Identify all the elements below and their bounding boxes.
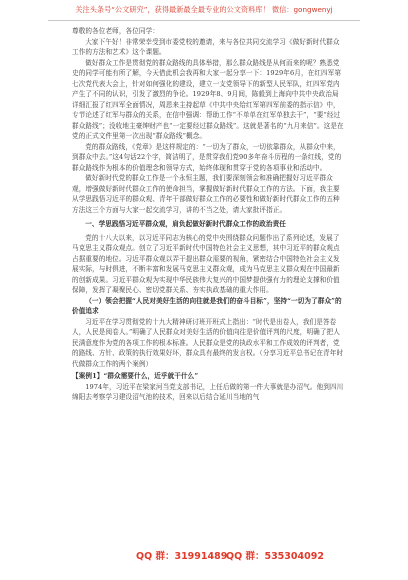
paragraph-1: 大家下午好！非常荣幸受到市委党校的邀请，来与各位共同交流学习《做好新时代群众工作的方法和艺术》这个课题。 (72, 37, 340, 56)
document-body (72, 26, 344, 403)
case-title: 【案例1】“群众需要什么，近乎就干什么” (72, 372, 199, 380)
header-divider (48, 20, 360, 21)
subsection-heading-1: （一）领会把握“人民对美好生活的向往就是我们的奋斗目标”，坚持“一切为了群众”的价值追求 (72, 296, 342, 315)
qq-group-1: QQ 群：31991489 (136, 551, 228, 562)
paragraph-3: 党的群众路线，《党章》是这样规定的：“一切为了群众，一切依靠群众，从群众中来，到群众中去。”这4句话22个字，简洁明了，是贯穿我们党90多年奋斗历程的一条红线，党的群众路线作为根本的价值理念和领导方式，始终体现和贯穿于党的各项事业和活动中。 (72, 142, 342, 172)
section-heading-1: 一、学思践悟习近平群众观，肩负起做好新时代群众工作的政治责任 (85, 220, 286, 228)
qq-group-2: QQ 群：535304092 (226, 551, 324, 562)
paragraph-5: 党的十八大以来，以习近平同志为核心的党中央围绕群众问题作出了系列论述，发展了马克思主义群众观点。创立了习近平新时代中国特色社会主义思想，其中习近平的群众观点占据重要的地位。习近平群众观以弄干提出群众需要的视角，紧密结合中国特色社会主义发展实际，与时俱进，不断丰富和发展马克思主义群众观，成为马克思主义群众观在中国最新的创新成果。习近平群众观为实现中华民族伟大复兴的中国梦提供强有力的理论支撑和价值保障，发挥了凝聚民心、密切党群关系、夯实执政基础的重大作用。 (72, 233, 340, 294)
paragraph-7: 1974年，习近平在梁家河当党支部书记，上任后做的第一件大事就是办沼气。他到四川绵阳去考察学习建设沼气池的技术，回来以后结合延川当地的气 (72, 382, 344, 401)
salutation: 尊敬的各位老师，各位同学： (72, 27, 160, 35)
paragraph-4: 做好新时代党的群众工作是一个永恒主题，我们要深刻领会和准确把握好习近平群众观，增强做好新时代群众工作的使命担当，掌握做好新时代群众工作的方法。下面，我主要从学思践悟习近平的群众观、青年干部做好群众工作的必要性和做好新时代群众工作的五种方法这三个方面与大家一起交流学习，讲的不当之处，请大家批评指正。 (72, 174, 340, 214)
paragraph-2: 做好群众工作是贯彻党的群众路线的具体举措，那么群众路线是从何而来的呢？熟悉党史的同学可能有所了解，今天借此机会我再和大家一起分享一下：1929年6月，在红四军第七次党代表大会上，针对如何强化的建设，建立一支党领导下的新型人民军队，红四军党内产生了不同的认识，引发了激烈的争论。1929年8、9月间，陈毅到上海向中共中央政治局详细汇报了红四军全面情况，周恩来主持起草《中共中央给红军第四军前委的指示信》中，专节论述了红军与群众的关系，在信中强调：帮助工作“不单单在红军单独去干”，“要“经过群众路线”；没收地主豪绅财产也“一定要经过群众路线”。这就是著名的“九月来信”。这是在党的正式文件里第一次出现“群众路线”概念。 (72, 58, 344, 140)
paragraph-6: 习近平在学习贯彻党的十九大精神研讨班开班式上指出：“时代是出卷人，我们是答卷人，人民是阅卷人。”明确了人民群众对美好生活的价值向往是价值评判的尺度，明确了把人民满意度作为党的各项工作的根本标准。人民群众是党的执政水平和工作成效的评判者，党的路线、方针、政策的执行效果好坏，群众具有最终的发言权。（分享习近平总书记在青年时代做群众工作的两个案例） (72, 317, 344, 368)
header-banner: 关注头条号“公文研究”，获得最新最全最专业的公文资料库！ 微信：gongwenyj (75, 5, 333, 14)
footer-contacts (0, 548, 408, 564)
